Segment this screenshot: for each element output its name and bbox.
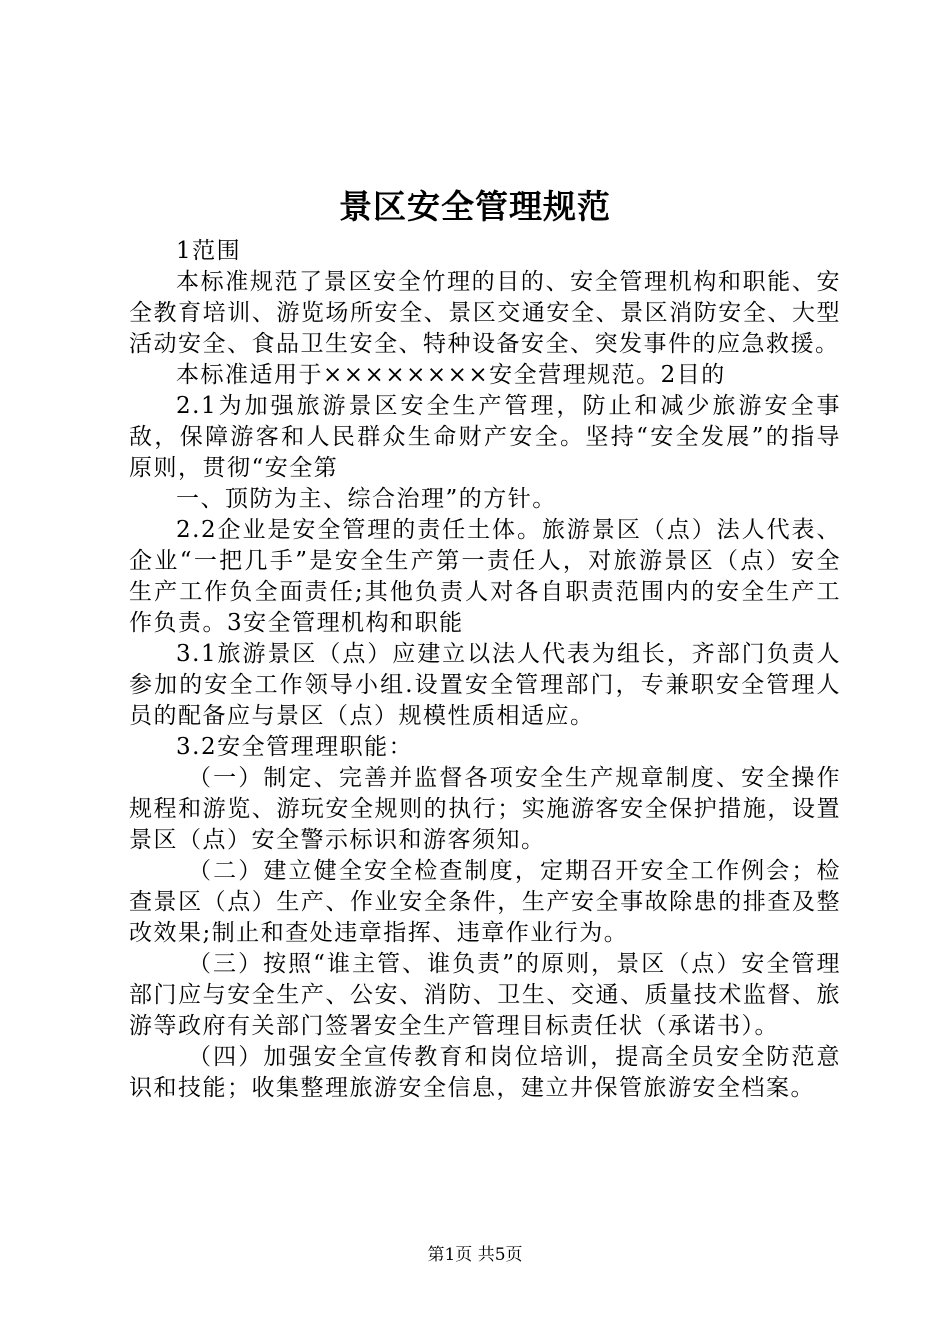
paragraph-policy-continuation: 一、顶防为主、综合治理”的方针。 <box>176 486 557 512</box>
paragraph-2-2: 2.2企业是安全管理的责任土体。旅游景区（点）法人代表、企业“一把几手”是安全生产第一责任人，对旅游景区（点）安全生产工作负全面责任;其他负责人对各自职责范围内的安全生产工作负责。3安全管理机构和职能 <box>129 517 841 636</box>
paragraph-duty-1: （一）制定、完善并监督各项安全生产规章制度、安全操作规程和游览、游玩安全规则的执行；实施游客安全保护措施，设置景区（点）安全警示标识和游客须知。 <box>129 765 841 853</box>
paragraph-2-1: 2.1为加强旅游景区安全生产管理，防止和减少旅游安全事敌，保障游客和人民群众生命财产安全。坚持“安全发展”的指导原则，贯彻“安全第 <box>129 393 841 481</box>
paragraph-scope-description: 本标准规范了景区安全竹理的目的、安全管理机构和职能、安全教育培训、游览场所安全、景区交通安全、景区消防安全、大型活动安全、食品卫生安全、特种设备安全、突发事件的应急救援。 <box>129 269 841 357</box>
paragraph-duty-3: （三）按照“谁主管、谁负责”的原则，景区（点）安全管理部门应与安全生产、公安、消防、卫生、交通、质量技术监督、旅游等政府有关部门签署安全生产管理目标责任状（承诺书）。 <box>129 951 841 1039</box>
paragraph-duty-4: （四）加强安全宣传教育和岗位培训，提高全员安全防范意识和技能；收集整理旅游安全信息，建立井保管旅游安全档案。 <box>129 1044 841 1101</box>
paragraph-section-1-heading: 1范围 <box>176 238 242 264</box>
document-title: 景区安全管理规范 <box>339 187 611 226</box>
paragraph-duty-2: （二）建立健全安全检查制度，定期召开安全工作例会；检查景区（点）生产、作业安全条件，生产安全事故除患的排查及整改效果;制止和查处违章指挥、违章作业行为。 <box>129 858 841 946</box>
document-body <box>129 236 841 1104</box>
paragraph-scope-applicability: 本标准适用于××××××××安全营理规范。2目的 <box>176 362 726 388</box>
page-number-footer: 第1页 共5页 <box>427 1245 523 1265</box>
paragraph-3-1: 3.1旅游景区（点）应建立以法人代表为组长，齐部门负责人参加的安全工作领导小组.设置安全管理部门，专兼职安全管理人员的配备应与景区（点）规模性质相适应。 <box>129 641 841 729</box>
paragraph-3-2-heading: 3.2安全管理理职能： <box>176 734 414 760</box>
